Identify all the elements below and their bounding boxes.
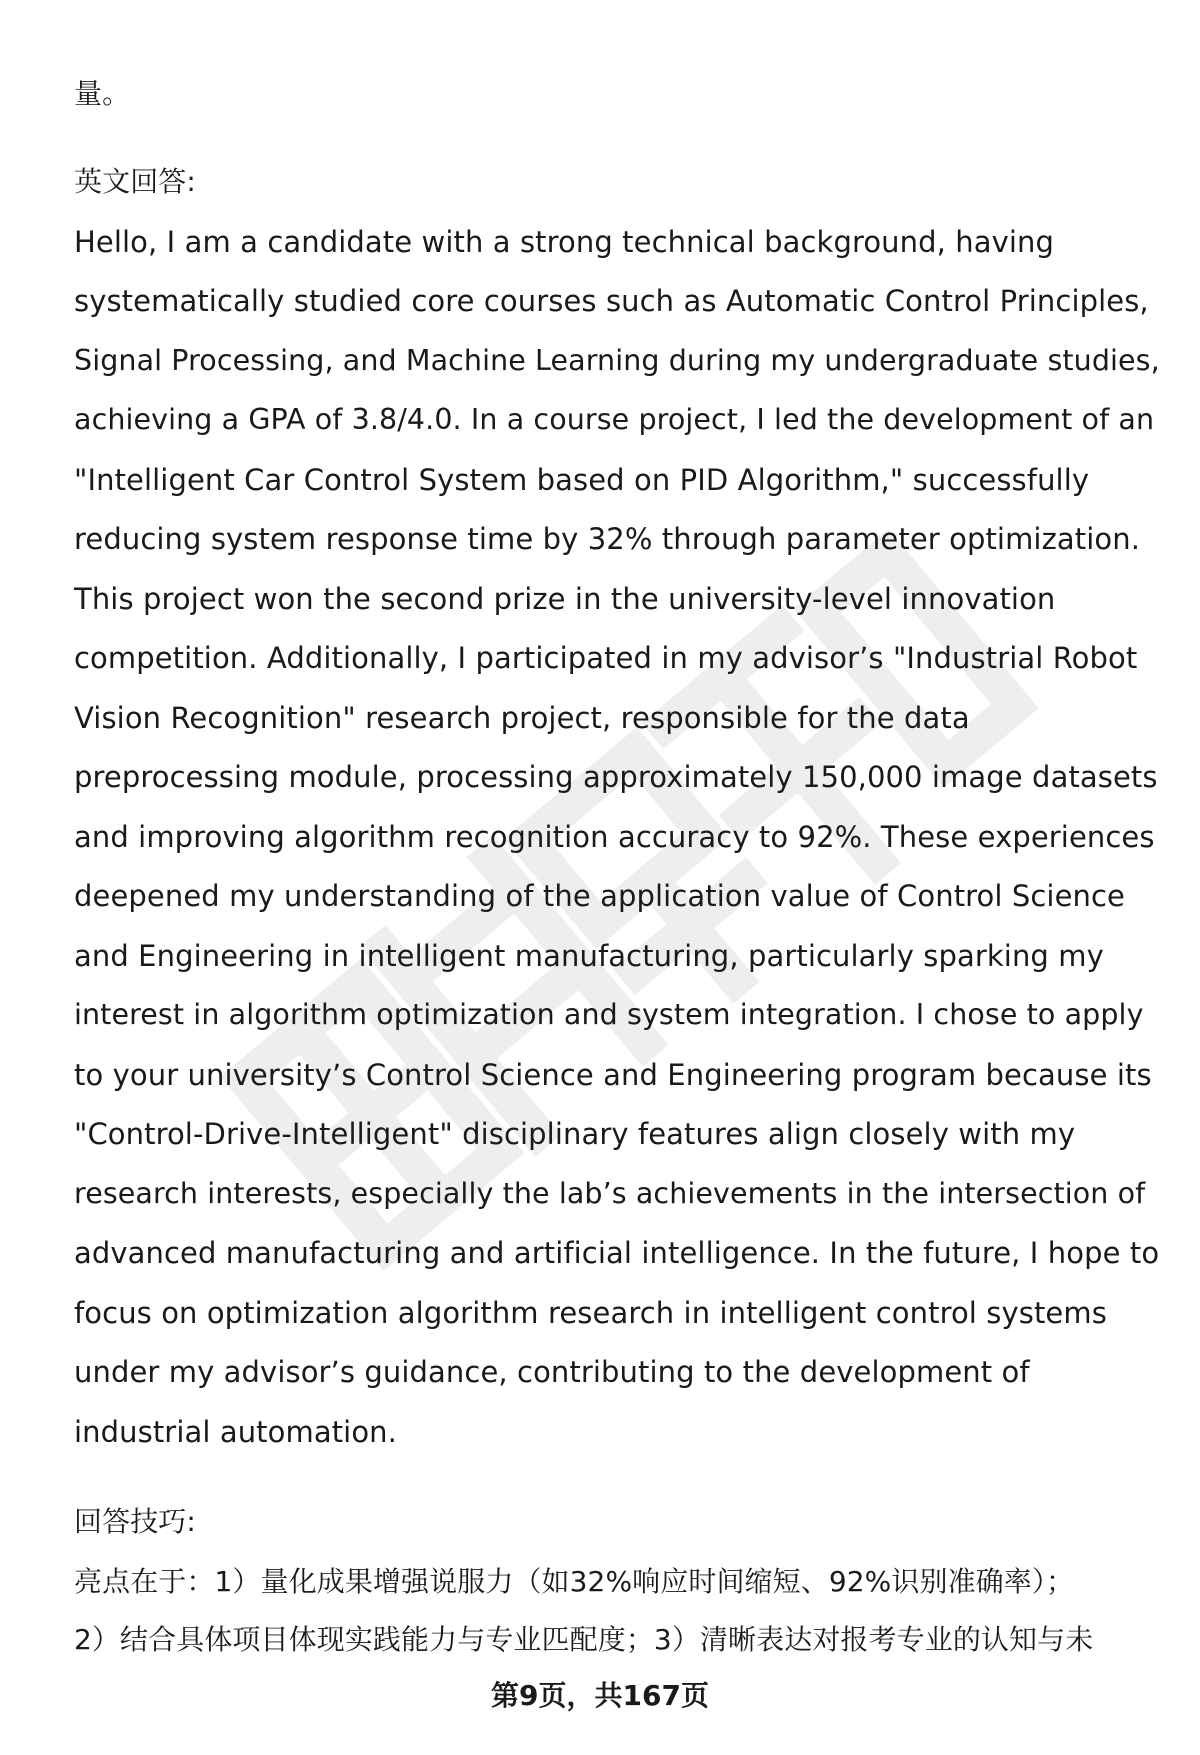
- paragraph-line: focus on optimization algorithm research in intelligent control systems: [74, 1296, 1107, 1330]
- paragraph-line: Vision Recognition" research project, responsible for the data: [74, 701, 970, 735]
- paragraph-line: and improving algorithm recognition accuracy to 92%. These experiences: [74, 820, 1155, 854]
- tips-heading: 回答技巧:: [74, 1505, 196, 1538]
- paragraph-line: reducing system response time by 32% through parameter optimization.: [74, 522, 1141, 556]
- paragraph-line: industrial automation.: [74, 1415, 397, 1449]
- paragraph-line: deepened my understanding of the application value of Control Science: [74, 879, 1125, 913]
- paragraph-line: Signal Processing, and Machine Learning during my undergraduate studies,: [74, 344, 1160, 377]
- paragraph-line: and Engineering in intelligent manufacturing, particularly sparking my: [74, 939, 1104, 973]
- paragraph-line: under my advisor’s guidance, contributing to the development of: [74, 1355, 1030, 1389]
- paragraph-line: "Control-Drive-Intelligent" disciplinary features align closely with my: [74, 1117, 1076, 1151]
- paragraph-line: "Intelligent Car Control System based on PID Algorithm," successfully: [74, 463, 1090, 497]
- tips-line: 亮点在于：1）量化成果增强说服力（如32%响应时间缩短、92%识别准确率）；: [74, 1565, 1075, 1598]
- page-number-footer: 第9页，共167页: [491, 1679, 709, 1712]
- paragraph-line: competition. Additionally, I participated in my advisor’s "Industrial Robot: [74, 641, 1138, 675]
- top-fragment-text: 量。: [74, 77, 131, 110]
- paragraph-line: interest in algorithm optimization and system integration. I chose to apply: [74, 998, 1144, 1031]
- paragraph-line: preprocessing module, processing approximately 150,000 image datasets: [74, 760, 1158, 794]
- paragraph-line: achieving a GPA of 3.8/4.0. In a course project, I led the development of an: [74, 403, 1155, 436]
- paragraph-line: research interests, especially the lab’s achievements in the intersection of: [74, 1177, 1146, 1210]
- paragraph-line: systematically studied core courses such as Automatic Control Principles,: [74, 284, 1149, 318]
- english-answer-heading: 英文回答:: [74, 165, 196, 198]
- paragraph-line: This project won the second prize in the university-level innovation: [74, 582, 1056, 616]
- paragraph-line: advanced manufacturing and artificial intelligence. In the future, I hope to: [74, 1236, 1160, 1270]
- tips-line: 2）结合具体项目体现实践能力与专业匹配度；3）清晰表达对报考专业的认知与未: [74, 1623, 1094, 1656]
- paragraph-line: to your university’s Control Science and Engineering program because its: [74, 1058, 1152, 1092]
- paragraph-line: Hello, I am a candidate with a strong technical background, having: [74, 225, 1055, 259]
